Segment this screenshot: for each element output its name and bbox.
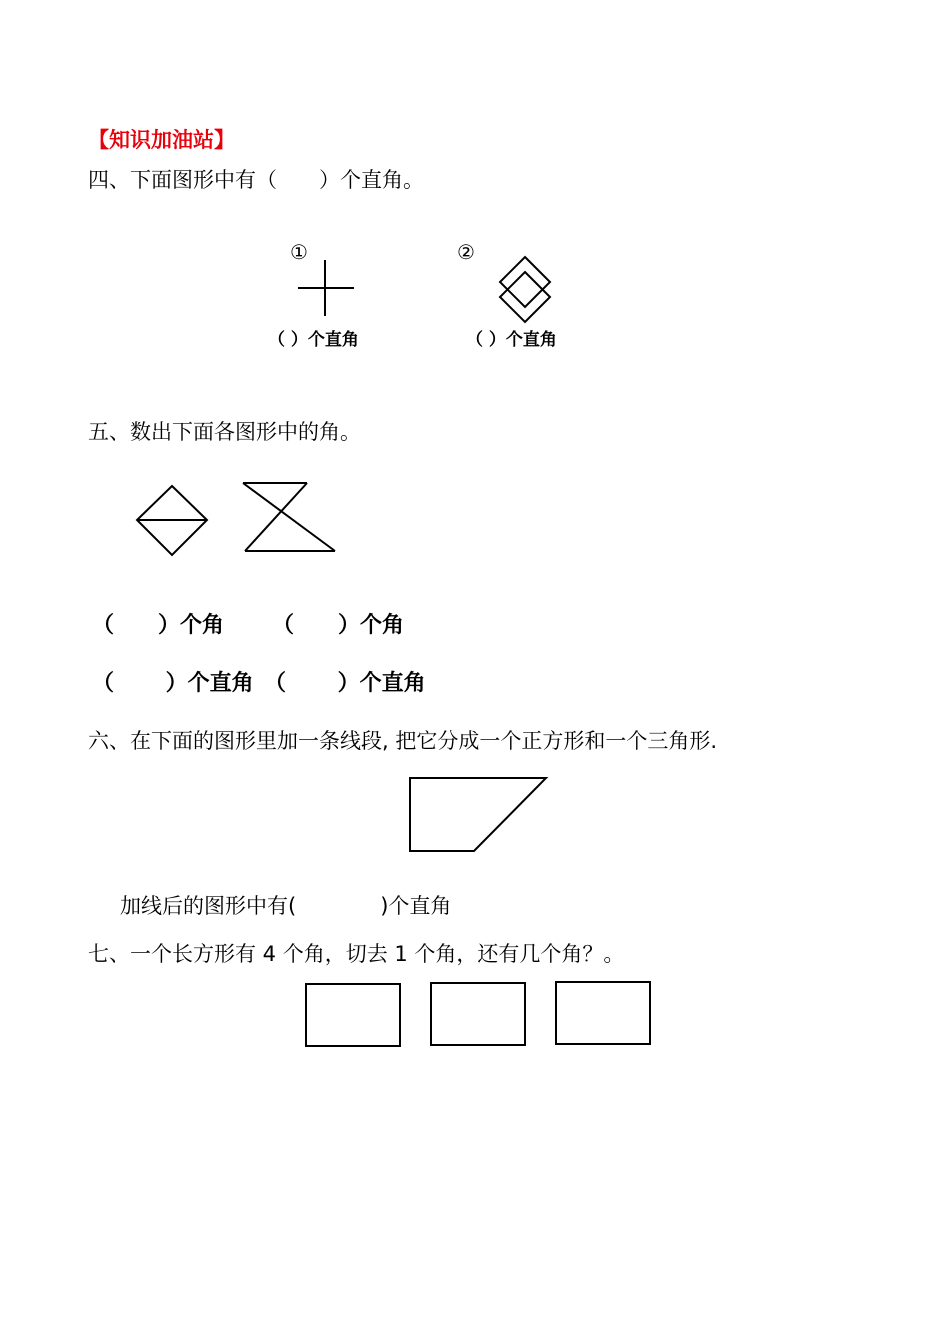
question-6-text: 六、在下面的图形里加一条线段, 把它分成一个正方形和一个三角形. (88, 729, 718, 753)
figure-1-cross (296, 258, 358, 320)
figure-2-label: ② (457, 240, 475, 264)
figure-1-answer: （ ）个直角 (268, 330, 359, 350)
q5-row1-answer-a: （ ）个角 (92, 613, 225, 638)
figure-2-answer: （ ）个直角 (466, 330, 557, 350)
q6-answer-line: 加线后的图形中有( )个直角 (120, 894, 452, 918)
q5-row1-answer-b: （ ）个角 (272, 613, 405, 638)
q5-row2-answer-a: （ ）个直角 (92, 671, 254, 696)
q5-row2-answer-b: （ ）个直角 (264, 671, 426, 696)
q7-rectangle-3 (554, 980, 652, 1046)
section-heading: 【知识加油站】 (88, 128, 235, 152)
q7-rectangle-2 (429, 981, 527, 1047)
q5-hourglass-shape (240, 480, 338, 556)
figure-2-overlapping-squares (498, 254, 554, 326)
question-5-text: 五、数出下面各图形中的角。 (88, 420, 361, 444)
question-7-text: 七、一个长方形有 4 个角，切去 1 个角，还有几个角？。 (88, 942, 625, 966)
question-4-text: 四、下面图形中有（ ）个直角。 (88, 168, 424, 192)
q7-rectangle-1 (304, 982, 402, 1048)
q5-diamond-shape (134, 484, 210, 558)
q6-trapezoid-shape (408, 776, 550, 854)
figure-1-label: ① (290, 240, 308, 264)
